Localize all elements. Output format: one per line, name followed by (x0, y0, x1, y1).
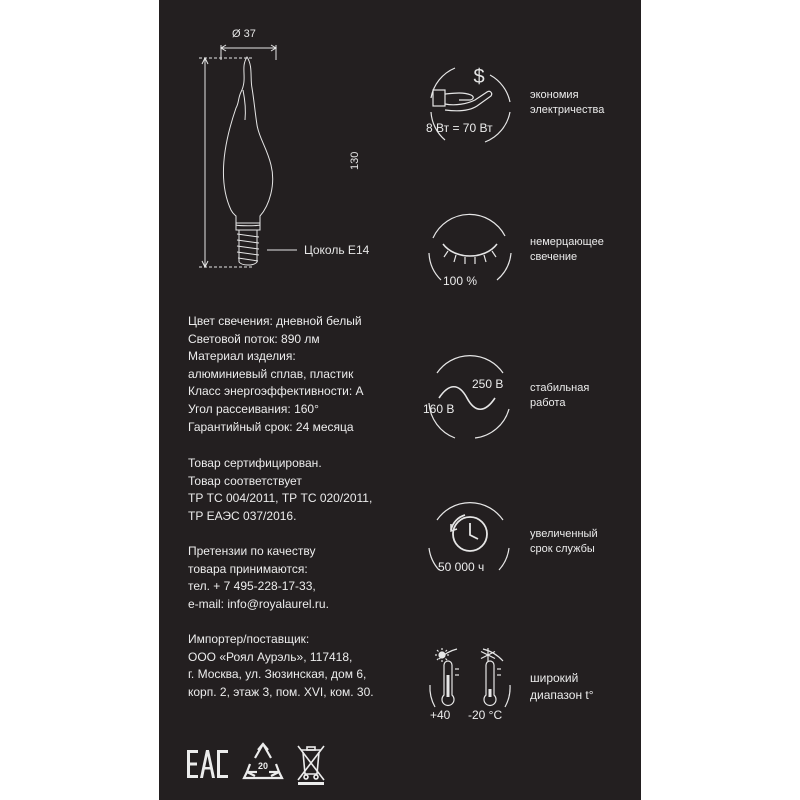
temperature-cold-value: -20 °C (468, 708, 503, 722)
savings-hand-icon (415, 50, 525, 160)
spec-line: Световой поток: 890 лм (188, 331, 320, 346)
feature-stable-work (415, 343, 525, 453)
no-flicker-label (530, 235, 604, 264)
feature-temperature (415, 635, 525, 745)
stable-work-label (530, 381, 589, 410)
voltage-high-value: 250 В (472, 377, 504, 391)
no-flicker-value: 100 % (443, 274, 478, 288)
spec-line: Угол рассеивания: 160° (188, 401, 319, 416)
spec-line: Материал изделия: (188, 349, 296, 364)
recycle-icon (241, 742, 285, 784)
spec-line: алюминиевый сплав, пластик (188, 366, 354, 381)
importer-line: корп. 2, этаж 3, пом. XVI, ком. 30. (188, 684, 374, 699)
temperature-hot-value: +40 (430, 708, 451, 722)
feature-savings (415, 50, 525, 160)
spec-line: Класс энергоэффективности: A (188, 384, 364, 399)
svg-text:$: $ (473, 66, 485, 88)
feature-label-line: экономия (530, 89, 579, 101)
importer-line: ООО «Роял Аурэль», 117418, (188, 649, 353, 664)
savings-label (530, 88, 604, 117)
weee-bin-icon (295, 742, 327, 786)
height-label: 130 (349, 151, 361, 170)
savings-value: 8 Вт = 70 Вт (426, 121, 493, 135)
eac-mark (187, 748, 229, 780)
feature-label-line: диапазон t° (530, 688, 594, 702)
clock-icon (415, 490, 525, 600)
base-label: Цоколь E14 (304, 243, 370, 257)
recycle-mark (241, 742, 285, 784)
thermometer-icon (415, 635, 525, 745)
weee-mark (295, 742, 327, 786)
claims-line: Претензии по качеству (188, 544, 316, 558)
cert-line: ТР ТС 004/2011, ТР ТС 020/2011, (188, 491, 373, 506)
diameter-label: Ø 37 (232, 28, 256, 40)
temperature-label (530, 670, 594, 704)
claims-line: e-mail: info@royalaurel.ru. (188, 596, 329, 611)
cert-line: Товар сертифицирован. (188, 456, 322, 470)
eye-icon (415, 198, 525, 308)
lifetime-label (530, 527, 598, 556)
certification-block (188, 455, 438, 525)
eac-icon (187, 748, 229, 780)
feature-label-line: срок службы (530, 542, 595, 555)
feature-label-line: широкий (530, 671, 579, 685)
feature-label-line: работа (530, 396, 566, 409)
feature-label-line: электричества (530, 103, 605, 116)
feature-no-flicker (415, 198, 525, 308)
voltage-wave-icon (415, 343, 525, 453)
spec-line: Гарантийный срок: 24 месяца (188, 419, 354, 434)
cert-line: ТР ЕАЭС 037/2016. (188, 508, 297, 523)
feature-label-line: немерцающее (530, 236, 604, 248)
feature-label-line: увеличенный (530, 528, 598, 540)
claims-line: товара принимаются: (188, 561, 308, 576)
importer-line: г. Москва, ул. Зюзинская, дом 6, (188, 667, 367, 682)
feature-label-line: свечение (530, 250, 578, 263)
recycle-number: 20 (257, 761, 269, 771)
cert-line: Товар соответствует (188, 473, 302, 488)
voltage-low-value: 160 В (423, 402, 455, 416)
lifetime-value: 50 000 ч (438, 560, 485, 574)
specs-block (188, 313, 438, 436)
feature-lifetime (415, 490, 525, 600)
importer-line: Импортер/поставщик: (188, 632, 310, 646)
importer-block (188, 631, 438, 701)
claims-line: тел. + 7 495-228-17-33, (188, 579, 316, 594)
spec-line: Цвет свечения: дневной белый (188, 314, 362, 328)
claims-block (188, 543, 438, 613)
product-info-card (159, 0, 641, 800)
feature-label-line: стабильная (530, 382, 590, 394)
